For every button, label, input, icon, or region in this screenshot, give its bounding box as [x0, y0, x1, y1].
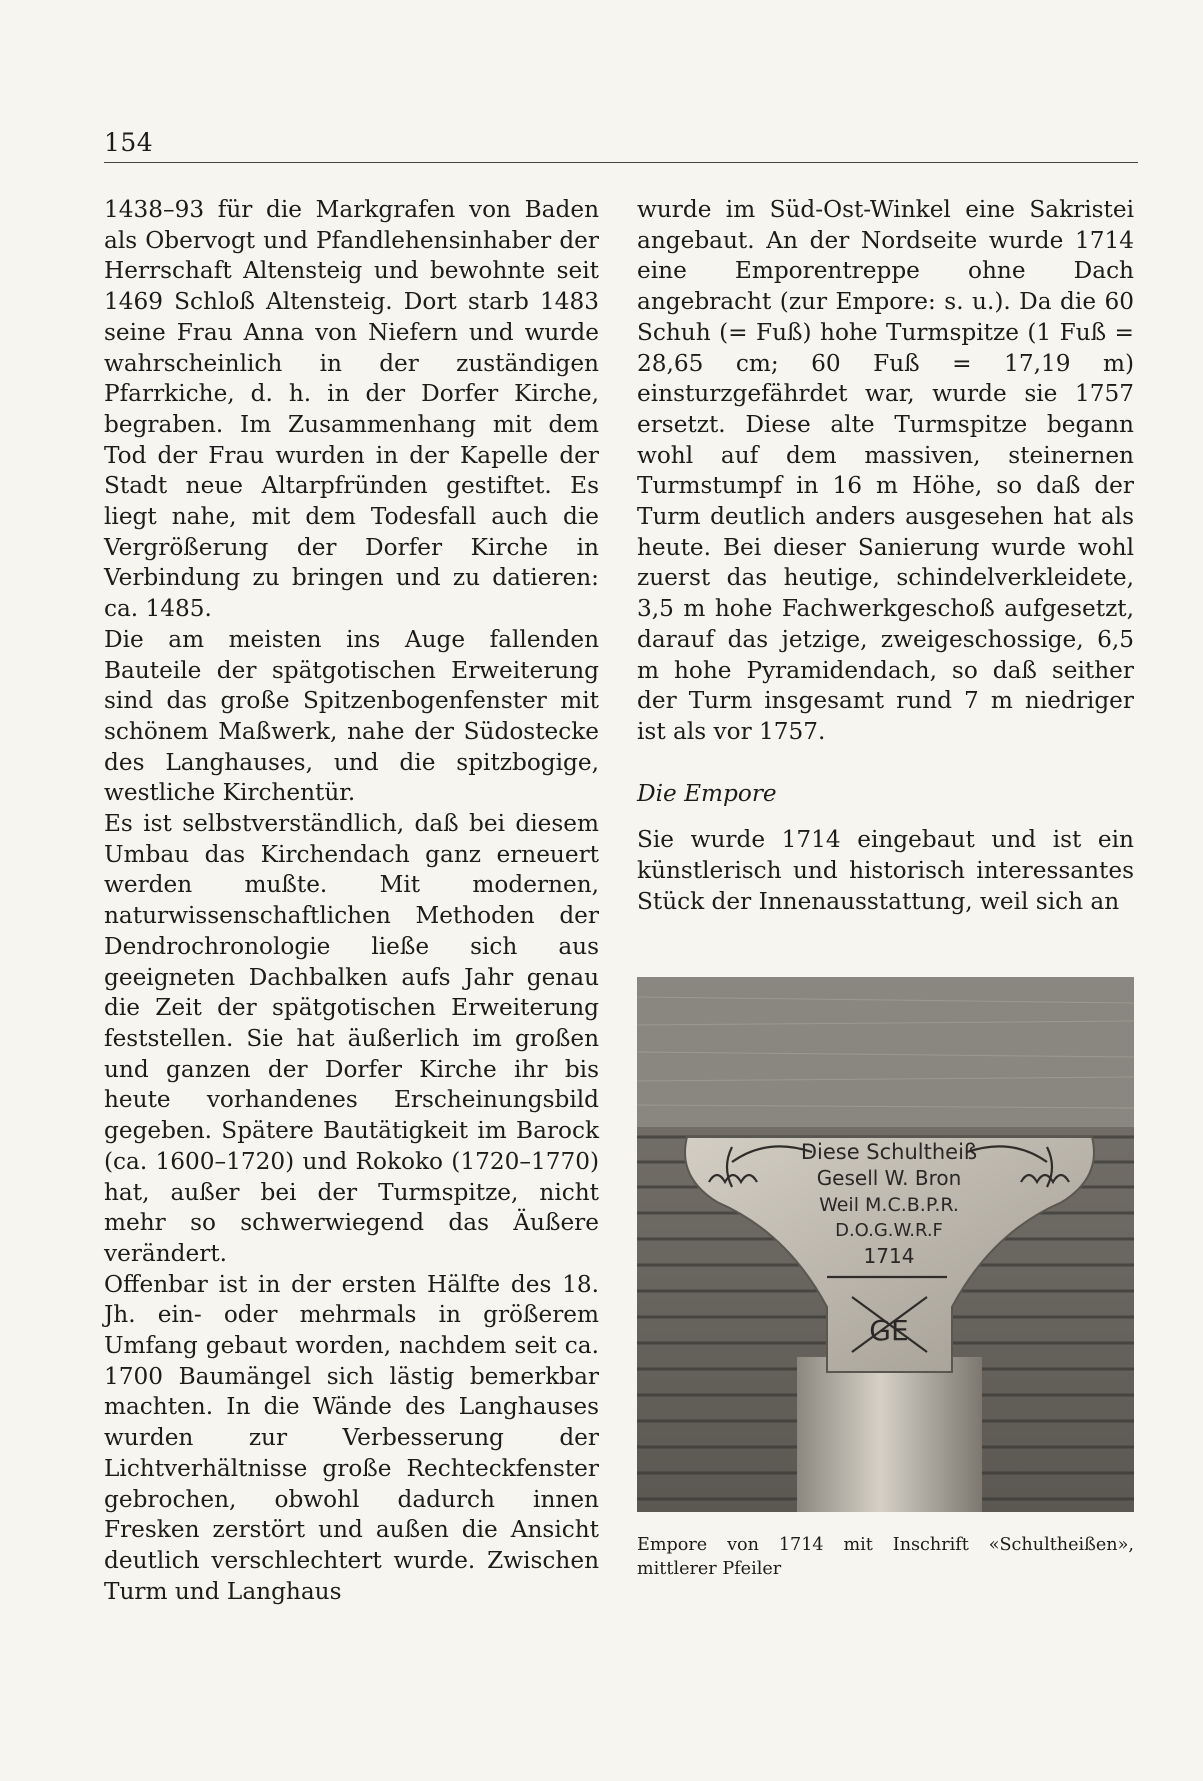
header-rule — [104, 162, 1138, 163]
paragraph: Sie wurde 1714 eingebaut und ist ein künstlerisch und historisch interessantes Stück der Innenausstattung, weil sich an — [637, 826, 1134, 915]
carved-pillar-capital-image — [637, 977, 1134, 1512]
inscription-line: D.O.G.W.R.F — [835, 1220, 943, 1241]
inscription-line: Diese Schultheiß — [800, 1140, 978, 1164]
figure-photo — [637, 977, 1134, 1512]
carved-initials: GE — [869, 1314, 909, 1347]
inscription-line: Weil M.C.B.P.R. — [819, 1194, 959, 1216]
paragraph: Es ist selbstverständlich, daß bei diesem Umbau das Kirchendach ganz erneuert werden mußte. Mit modernen, naturwissenschaftlichen Methoden der Dendrochronologie ließe sich aus geeigneten Dachbalken aufs Jahr genau die Zeit der spätgotischen Erweiterung feststellen. Sie hat äußerlich im großen und ganzen der Dorfer Kirche ihr bis heute vorhandenes Erscheinungsbild gegeben. Spätere Bautätigkeit im Barock (ca. 1600–1720) und Rokoko (1720–1770) hat, außer bei der Turmspitze, nicht mehr so schwerwiegend das Äußere verändert. — [104, 810, 599, 1267]
paragraph: wurde im Süd-Ost-Winkel eine Sakristei angebaut. An der Nordseite wurde 1714 eine Emporentreppe ohne Dach angebracht (zur Empore: s. u.). Da die 60 Schuh (= Fuß) hohe Turmspitze (1 Fuß = 28,65 cm; 60 Fuß = 17,19 m) einsturzgefährdet war, wurde sie 1757 ersetzt. Diese alte Turmspitze begann wohl auf dem massiven, steinernen Turmstumpf in 16 m Höhe, so daß der Turm deutlich anders ausgesehen hat als heute. Bei dieser Sanierung wurde wohl zuerst das heutige, schindelverkleidete, 3,5 m hohe Fachwerkgeschoß aufgesetzt, darauf das jetzige, zweigeschossige, 6,5 m hohe Pyramidendach, so daß seither der Turm insgesamt rund 7 m niedriger ist als vor 1757. — [637, 196, 1134, 745]
paragraph: Die am meisten ins Auge fallenden Bauteile der spätgotischen Erweiterung sind das große Spitzenbogenfenster mit schönem Maßwerk, nahe der Südostecke des Langhauses, und die spitzbogige, westliche Kirchentür. — [104, 625, 599, 807]
paragraph: 1438–93 für die Markgrafen von Baden als Obervogt und Pfandlehensinhaber der Herrschaft Altensteig und bewohnte seit 1469 Schloß Altensteig. Dort starb 1483 seine Frau Anna von Niefern und wurde wahrscheinlich in der zuständigen Pfarrkiche, d. h. in der Dorfer Kirche, begraben. Im Zusammenhang mit dem Tod der Frau wurden in der Kapelle der Stadt neue Altarpfründen gestiftet. Es liegt nahe, mit dem Todesfall auch die Vergrößerung der Dorfer Kirche in Verbindung zu bringen und zu datieren: ca. 1485. — [104, 196, 599, 623]
left-column — [104, 195, 599, 1607]
figure-caption: Empore von 1714 mit Inschrift «Schultheißen», mittlerer Pfeiler — [637, 1535, 1134, 1579]
right-column — [637, 195, 1134, 917]
inscription-line: Gesell W. Bron — [816, 1166, 962, 1190]
section-heading: Die Empore — [637, 779, 777, 807]
inscription-line: 1714 — [863, 1244, 915, 1268]
page-number: 154 — [104, 128, 154, 157]
paragraph: Offenbar ist in der ersten Hälfte des 18. Jh. ein- oder mehrmals in größerem Umfang gebaut worden, nachdem seit ca. 1700 Baumängel sich lästig bemerkbar machten. In die Wände des Langhauses wurden zur Verbesserung der Lichtverhältnisse große Rechteckfenster gebrochen, obwohl dadurch innen Fresken zerstört und außen die Ansicht deutlich verschlechtert wurde. Zwischen Turm und Langhaus — [104, 1270, 599, 1605]
